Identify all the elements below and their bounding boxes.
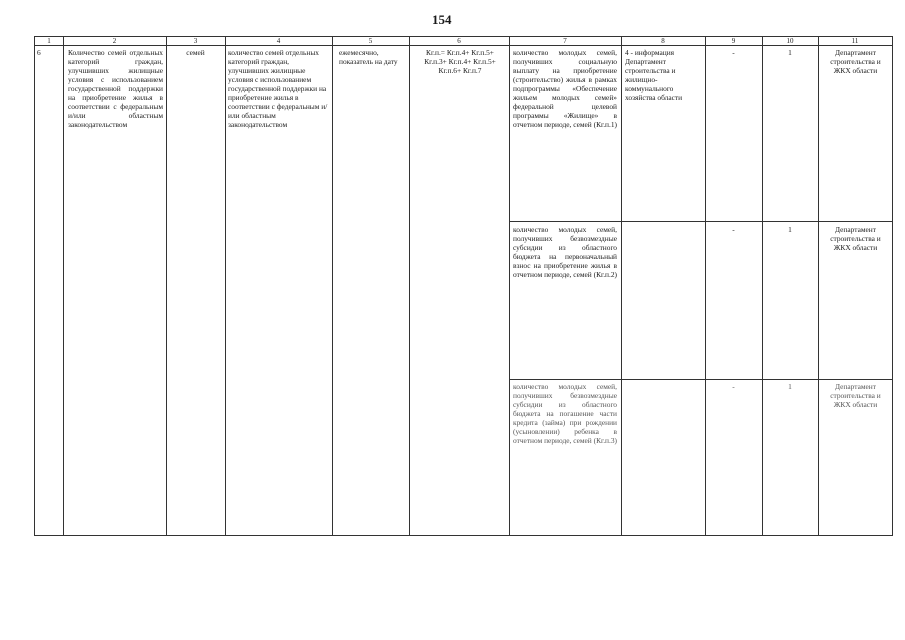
column-9-value: - xyxy=(732,382,735,391)
component-description: количество молодых семей, получивших безвозмездные субсидии из областного бюджета на первоначальный взнос на приобретение жилья в отчетном периоде, семей (Кг.п.2) xyxy=(513,225,617,279)
column-divider xyxy=(705,37,706,535)
column-number: 2 xyxy=(112,37,117,45)
indicator-name: Количество семей отдельных категорий граждан, улучшивших жилищные условия с использованием государственной поддержки на приобретение жилья в соответствии с федеральным и/или областным законодательством xyxy=(68,48,163,129)
header-divider xyxy=(35,45,892,46)
column-divider xyxy=(63,37,64,535)
column-9-value: - xyxy=(732,225,735,234)
column-9-value: - xyxy=(732,48,735,57)
column-number: 1 xyxy=(47,37,51,45)
column-divider xyxy=(818,37,819,535)
column-10-value: 1 xyxy=(788,225,792,234)
indicator-definition: количество семей отдельных категорий граждан, улучшивших жилищные условия с использованием государственной поддержки на приобретение жилья в соответствии с федеральным и/или областным законодательством xyxy=(228,48,328,129)
component-description: количество молодых семей, получивших безвозмездные субсидии из областного бюджета на погашение части кредита (займа) при рождении (усыновлении) ребенка в отчетном периоде, семей (Кг.п.3) xyxy=(513,382,617,445)
responsible-department: Департамент строительства и ЖКХ области xyxy=(830,382,881,409)
row-number: 6 xyxy=(37,48,41,57)
column-number: 6 xyxy=(457,37,461,45)
responsible-department: Департамент строительства и ЖКХ области xyxy=(830,48,881,75)
column-number: 5 xyxy=(368,37,373,45)
column-number: 11 xyxy=(851,37,859,45)
column-divider xyxy=(621,37,622,535)
column-number: 7 xyxy=(563,37,567,45)
column-divider xyxy=(509,37,510,535)
column-divider xyxy=(225,37,226,535)
column-divider xyxy=(409,37,410,535)
column-number: 4 xyxy=(276,37,281,45)
formula: Кг.п.= Кг.п.4+ Кг.п.5+ Кг.п.3+ Кг.п.4+ Кг.п.5+ Кг.п.6+ Кг.п.7 xyxy=(424,48,496,75)
subrow-divider xyxy=(509,379,892,380)
column-divider xyxy=(166,37,167,535)
periodicity: ежемесячно, показатель на дату xyxy=(339,48,398,66)
responsible-department: Департамент строительства и ЖКХ области xyxy=(830,225,881,252)
column-10-value: 1 xyxy=(788,48,792,57)
column-number: 3 xyxy=(193,37,198,45)
unit-of-measure: семей xyxy=(186,48,205,57)
column-10-value: 1 xyxy=(788,382,792,391)
component-description: количество молодых семей, получивших социальную выплату на приобретение (строительство) жилья в рамках подпрограммы «Обеспечение жильем молодых семей» федеральной целевой программы «Жилище» в отчетном периоде, семей (Кг.п.1) xyxy=(513,48,617,129)
data-table xyxy=(34,36,893,536)
subrow-divider xyxy=(509,221,892,222)
column-number: 8 xyxy=(661,37,665,45)
column-number: 9 xyxy=(731,37,736,45)
page-number: 154 xyxy=(432,12,452,27)
column-divider xyxy=(332,37,333,535)
column-number: 10 xyxy=(786,37,794,45)
column-divider xyxy=(762,37,763,535)
data-source: 4 - информация Департамент строительства и жилищно-коммунального хозяйства области xyxy=(625,48,683,102)
